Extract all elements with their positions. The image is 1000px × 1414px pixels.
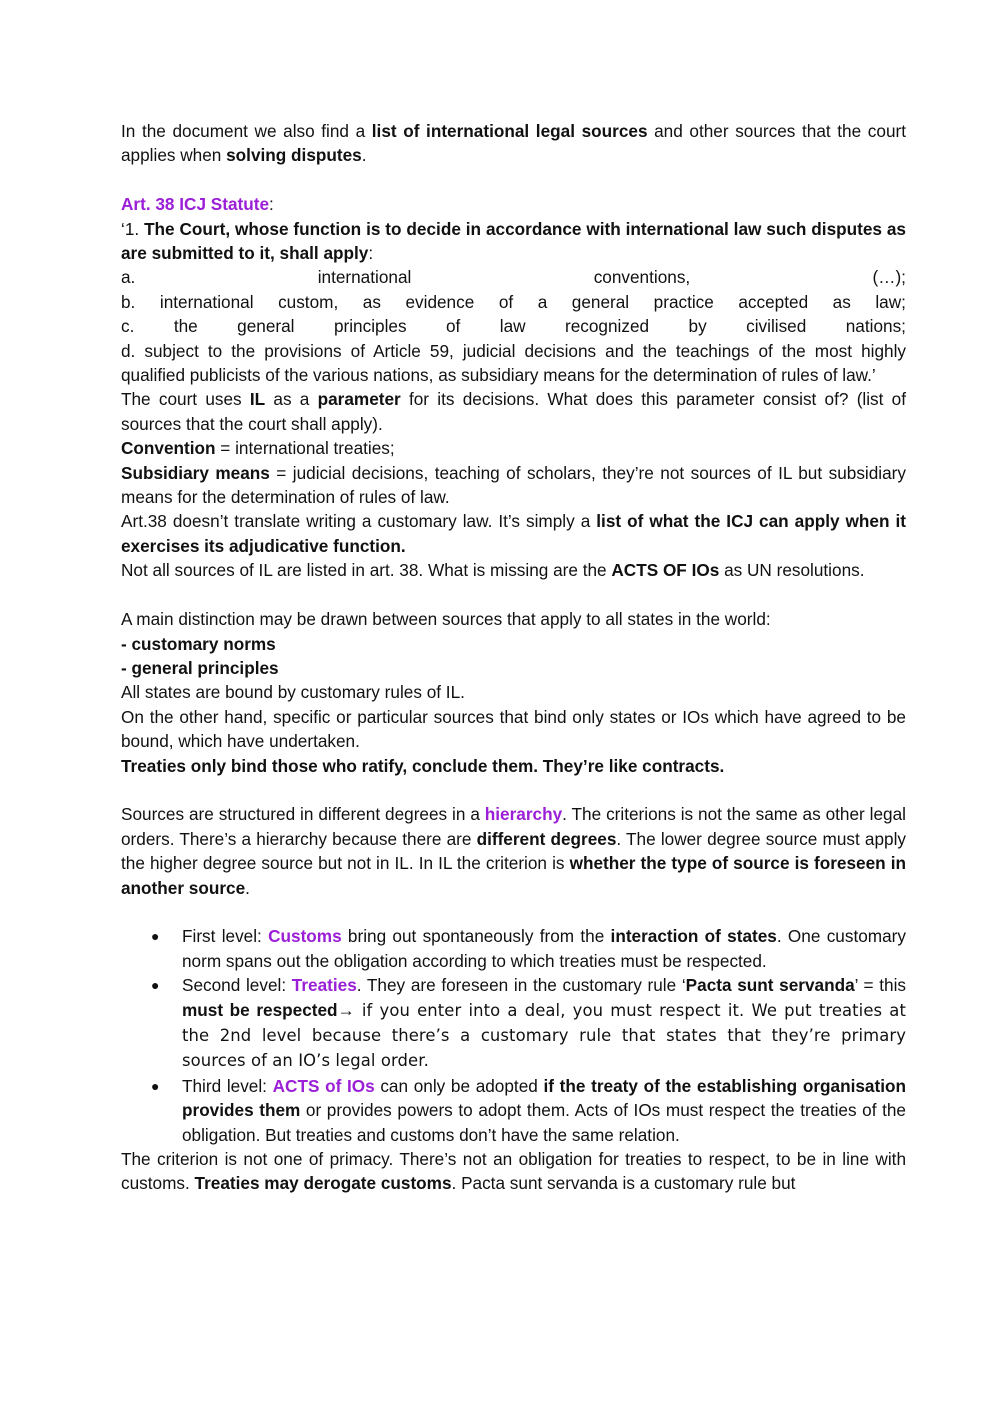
item-b-word: international <box>159 291 254 312</box>
subsidiary-definition <box>121 461 906 510</box>
hierarchy-bold-1: different degrees <box>476 828 617 849</box>
missing-paragraph <box>121 558 906 582</box>
distinction-item-customary <box>121 632 906 656</box>
distinction-bound: All states are bound by customary rules of IL. <box>121 682 465 703</box>
hierarchy-levels-list <box>121 924 906 1147</box>
hierarchy-highlight: hierarchy <box>484 804 563 825</box>
item-a-word: (…); <box>872 267 906 288</box>
intro-bold-2: solving disputes <box>226 145 362 166</box>
item-b-word: custom, <box>278 291 339 312</box>
art38-paragraph-1 <box>121 217 906 266</box>
art38-item-b <box>121 290 906 314</box>
intro-text-1: In the document we also find a <box>121 121 372 141</box>
item-b-word: b. <box>121 291 136 312</box>
convention-text: = international treaties; <box>215 438 395 459</box>
distinction-intro: A main distinction may be drawn between sources that apply to all states in the world: <box>121 609 771 630</box>
bullet-icon: ● <box>151 928 160 945</box>
art38-note-text: Art.38 doesn’t translate writing a customary law. It’s simply a <box>121 511 597 532</box>
court-bold-1: IL <box>249 389 266 410</box>
first-level-text-1: First level: <box>182 926 269 947</box>
criterion-paragraph <box>121 1147 906 1196</box>
criterion-text-1: The criterion is not one of primacy. There’s not an obligation for treaties to respect, to be in line with customs. <box>121 1149 906 1194</box>
list-item-first-level <box>121 924 906 973</box>
item-b-word: evidence <box>405 291 475 312</box>
subsidiary-term: Subsidiary means <box>121 462 270 483</box>
hierarchy-text-2: . The criterions is not the same as other legal orders. There’s a hierarchy because there are <box>121 804 906 849</box>
court-paragraph <box>121 387 906 436</box>
item-c-word: general <box>237 316 295 337</box>
second-level-text-3: ’ = this <box>854 975 907 996</box>
customary-norms-label: - customary norms <box>121 633 276 654</box>
bullet-icon: ● <box>151 977 160 994</box>
list-item-third-level <box>121 1074 906 1147</box>
art38-p1-colon: : <box>368 243 374 264</box>
missing-text-1: Not all sources of IL are listed in art. 38. What is missing are the <box>121 560 612 581</box>
spacer <box>121 583 906 607</box>
spacer <box>121 168 906 192</box>
art38-heading <box>121 192 906 216</box>
missing-text-2: as UN resolutions. <box>719 560 865 581</box>
second-level-text-4: if you enter into a deal, you must respect it. We put treaties at the 2nd level because there’s a customary rule that states that they’re primary sources of an IO’s legal order. <box>182 1000 906 1071</box>
art38-item-d: d. subject to the provisions of Article 59, judicial decisions and the teachings of the most highly qualified publicists of the various nations, as subsidiary means for the determination of rules of law.’ <box>121 340 906 386</box>
list-item-second-level <box>121 973 906 1074</box>
item-c-word: the <box>173 316 198 337</box>
art38-note-bold: list of what the ICJ can apply when it exercises its adjudicative function. <box>121 511 906 556</box>
third-level-text-3: or provides powers to adopt them. Acts of IOs must respect the treaties of the obligation. But treaties and customs don’t have the same relation. <box>182 1100 906 1145</box>
distinction-treaties <box>121 754 906 778</box>
item-c-word: by <box>688 316 707 337</box>
intro-text-2: and other sources that the court applies when <box>121 121 906 166</box>
bullet-icon: ● <box>151 1077 160 1094</box>
third-level-highlight: ACTS of IOs <box>272 1075 375 1096</box>
item-b-word: general <box>571 291 630 312</box>
third-level-text-2: can only be adopted <box>374 1075 544 1096</box>
distinction-item-principles <box>121 656 906 680</box>
item-b-word: of <box>498 291 514 312</box>
item-c-word: civilised <box>746 316 807 337</box>
spacer <box>121 900 906 924</box>
intro-bold-1: list of international legal sources <box>371 121 648 141</box>
hierarchy-text-1: Sources are structured in different degrees in a <box>121 804 485 825</box>
court-bold-2: parameter <box>317 389 401 410</box>
spacer <box>121 778 906 802</box>
convention-term: Convention <box>121 438 216 459</box>
item-b-word: as <box>362 291 381 312</box>
first-level-text-3: . One customary norm spans out the obligation according to which treaties must be respected. <box>182 926 906 971</box>
item-b-word: as <box>832 291 851 312</box>
second-level-text-1: Second level: <box>182 975 292 996</box>
item-c-word: of <box>445 316 461 337</box>
third-level-text-1: Third level: <box>182 1075 273 1096</box>
art38-heading-colon: : <box>269 194 274 215</box>
document-page <box>121 119 906 1196</box>
court-text-3: for its decisions. What does this parameter consist of? (list of sources that the court shall apply). <box>121 389 906 434</box>
treaties-statement: Treaties only bind those who ratify, conclude them. They’re like contracts. <box>121 755 725 776</box>
item-b-word: accepted <box>738 291 809 312</box>
item-c-word: law <box>499 316 526 337</box>
intro-paragraph <box>121 119 906 168</box>
convention-definition <box>121 436 906 460</box>
hierarchy-text-3: . The lower degree source must apply the higher degree source but not in IL. In IL the criterion is <box>121 828 906 874</box>
court-text-1: The court uses <box>121 389 250 410</box>
second-level-bold-2: must be respected <box>182 999 338 1020</box>
subsidiary-text: = judicial decisions, teaching of scholars, they’re not sources of IL but subsidiary means for the determination of rules of law. <box>121 462 906 508</box>
first-level-highlight: Customs <box>268 926 342 947</box>
art38-item-c <box>121 314 906 338</box>
art38-item-a <box>121 265 906 289</box>
item-c-word: c. <box>121 316 135 337</box>
item-a-word: international <box>317 267 412 288</box>
right-arrow-icon: → <box>337 999 355 1020</box>
first-level-bold: interaction of states <box>610 926 777 947</box>
item-a-word: conventions, <box>593 267 691 288</box>
intro-text-3: . <box>361 145 367 166</box>
court-text-2: as a <box>265 389 318 410</box>
second-level-text-2: . They are foreseen in the customary rule ‘ <box>356 975 686 996</box>
second-level-highlight: Treaties <box>291 975 357 996</box>
second-level-bold-1: Pacta sunt servanda <box>685 975 855 996</box>
criterion-text-2: . Pacta sunt servanda is a customary rule but <box>451 1173 796 1194</box>
art38-p1-bold: The Court, whose function is to decide in accordance with international law such disputes as are submitted to it, shall apply <box>121 218 906 264</box>
hierarchy-paragraph <box>121 802 906 900</box>
general-principles-label: - general principles <box>121 657 279 678</box>
item-c-word: nations; <box>845 316 906 337</box>
criterion-bold: Treaties may derogate customs <box>194 1173 452 1194</box>
missing-bold: ACTS OF IOs <box>611 560 720 581</box>
item-b-word: practice <box>653 291 714 312</box>
item-c-word: principles <box>333 316 407 337</box>
art38-heading-text: Art. 38 ICJ Statute <box>121 194 270 215</box>
item-c-word: recognized <box>565 316 650 337</box>
art38-p1-open: ‘1. <box>121 218 145 239</box>
distinction-other: On the other hand, specific or particular sources that bind only states or IOs which have agreed to be bound, which have undertaken. <box>121 706 906 752</box>
item-b-word: a <box>537 291 548 312</box>
hierarchy-text-4: . <box>245 877 250 898</box>
item-a-word: a. <box>121 267 136 288</box>
item-b-word: law; <box>875 291 906 312</box>
art38-note-paragraph <box>121 509 906 558</box>
third-level-bold: if the treaty of the establishing organisation provides them <box>182 1075 906 1121</box>
first-level-text-2: bring out spontaneously from the <box>341 926 611 947</box>
hierarchy-bold-2: whether the type of source is foreseen in another source <box>121 853 906 898</box>
